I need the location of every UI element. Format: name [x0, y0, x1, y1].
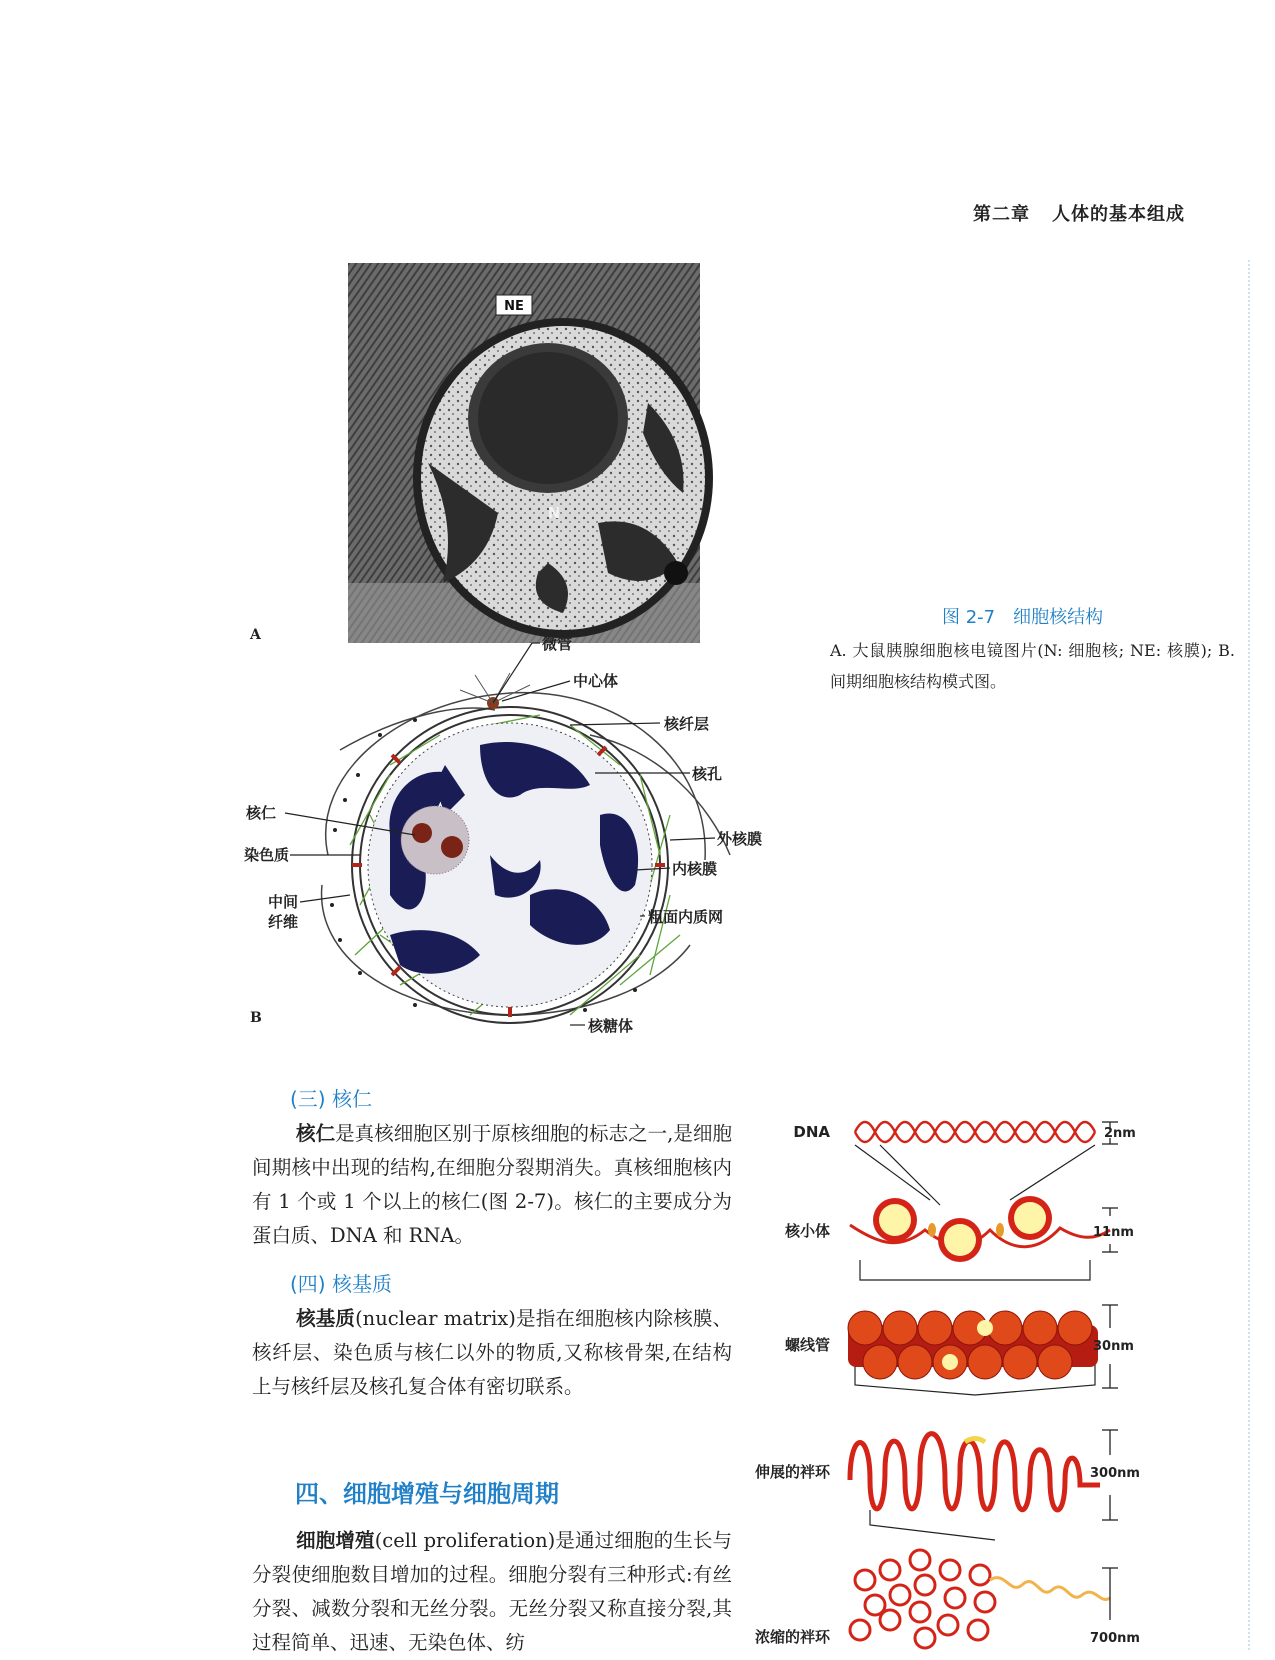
text-nuclear-matrix: (nuclear matrix)是指在细胞核内除核膜、核纤层、染色质与核仁以外的物质,又称核骨架,在结构上与核纤层及核孔复合体有密切联系。	[252, 1307, 732, 1398]
size-extended-loop: 300nm	[1090, 1466, 1140, 1481]
label-chromatin: 染色质	[244, 846, 290, 864]
solenoid-fiber	[848, 1311, 1098, 1379]
extended-loops	[850, 1434, 1100, 1510]
chromatin-packing-diagram	[754, 1100, 1200, 1650]
text-proliferation: (cell proliferation)是通过细胞的生长与分裂使细胞数目增加的过程。细胞分裂有三种形式:有丝分裂、减数分裂和无丝分裂。无丝分裂又称直接分裂,其过程简单、迅速、无染色体、纺	[252, 1529, 732, 1654]
size-dna: 2nm	[1104, 1126, 1136, 1141]
figure-caption-body: A. 大鼠胰腺细胞核电镜图片(N: 细胞核; NE: 核膜); B. 间期细胞核结构模式图。	[830, 641, 1235, 691]
text-nucleolus: 是真核细胞区别于原核细胞的标志之一,是细胞间期核中出现的结构,在细胞分裂期消失。真核细胞核内有 1 个或 1 个以上的核仁(图 2-7)。核仁的主要成分为蛋白质、DNA 和 RNA。	[252, 1122, 732, 1247]
dna-helix	[855, 1122, 1095, 1142]
heading-nuclear-matrix: (四) 核基质	[290, 1272, 392, 1296]
margin-rule	[1248, 260, 1250, 1650]
chapter-number: 第二章	[973, 204, 1030, 225]
chapter-title: 人体的基本组成	[1052, 204, 1185, 225]
size-condensed-loop: 700nm	[1090, 1631, 1140, 1646]
label-nuclear-lamina: 核纤层	[664, 715, 710, 733]
panel-letter-a: A	[250, 627, 261, 643]
running-header	[973, 200, 1185, 226]
term-nucleolus: 核仁	[296, 1122, 336, 1145]
level-label-condensed-loop: 浓缩的袢环	[754, 1628, 830, 1646]
figure-caption-title: 图 2-7 细胞核结构	[942, 607, 1104, 628]
label-outer-membrane: 外核膜	[717, 830, 763, 848]
level-label-extended-loop: 伸展的袢环	[754, 1463, 830, 1481]
section-heading: 四、细胞增殖与细胞周期	[295, 1480, 559, 1508]
label-nucleolus: 核仁	[246, 804, 277, 822]
label-nuclear-pore: 核孔	[692, 765, 723, 783]
paragraph-nucleolus	[252, 1117, 732, 1253]
label-centrosome: 中心体	[573, 672, 619, 690]
em-label-n: N	[547, 504, 561, 522]
label-inner-membrane: 内核膜	[672, 860, 718, 878]
nucleus-diagram	[240, 635, 800, 1035]
nucleosome-beads	[850, 1196, 1110, 1262]
label-microtubule: 微管	[542, 635, 573, 653]
level-label-nucleosome: 核小体	[784, 1222, 830, 1240]
heading-nucleolus: (三) 核仁	[290, 1087, 372, 1111]
level-label-dna: DNA	[793, 1123, 830, 1141]
panel-letter-b: B	[250, 1010, 262, 1026]
label-rough-er: 粗面内质网	[648, 908, 724, 926]
term-proliferation: 细胞增殖	[296, 1529, 375, 1552]
em-label-ne: NE	[504, 299, 524, 314]
size-nucleosome: 11nm	[1093, 1225, 1134, 1240]
em-micrograph	[348, 263, 700, 643]
label-intermediate-filament-2: 纤维	[268, 913, 299, 931]
level-label-solenoid: 螺线管	[784, 1336, 830, 1354]
label-ribosome: 核糖体	[588, 1017, 634, 1035]
paragraph-nuclear-matrix	[252, 1302, 732, 1404]
label-intermediate-filament-1: 中间	[268, 893, 299, 911]
size-solenoid: 30nm	[1093, 1339, 1134, 1354]
term-nuclear-matrix: 核基质	[296, 1307, 356, 1330]
condensed-loops	[850, 1550, 1110, 1648]
paragraph-proliferation	[252, 1524, 732, 1660]
